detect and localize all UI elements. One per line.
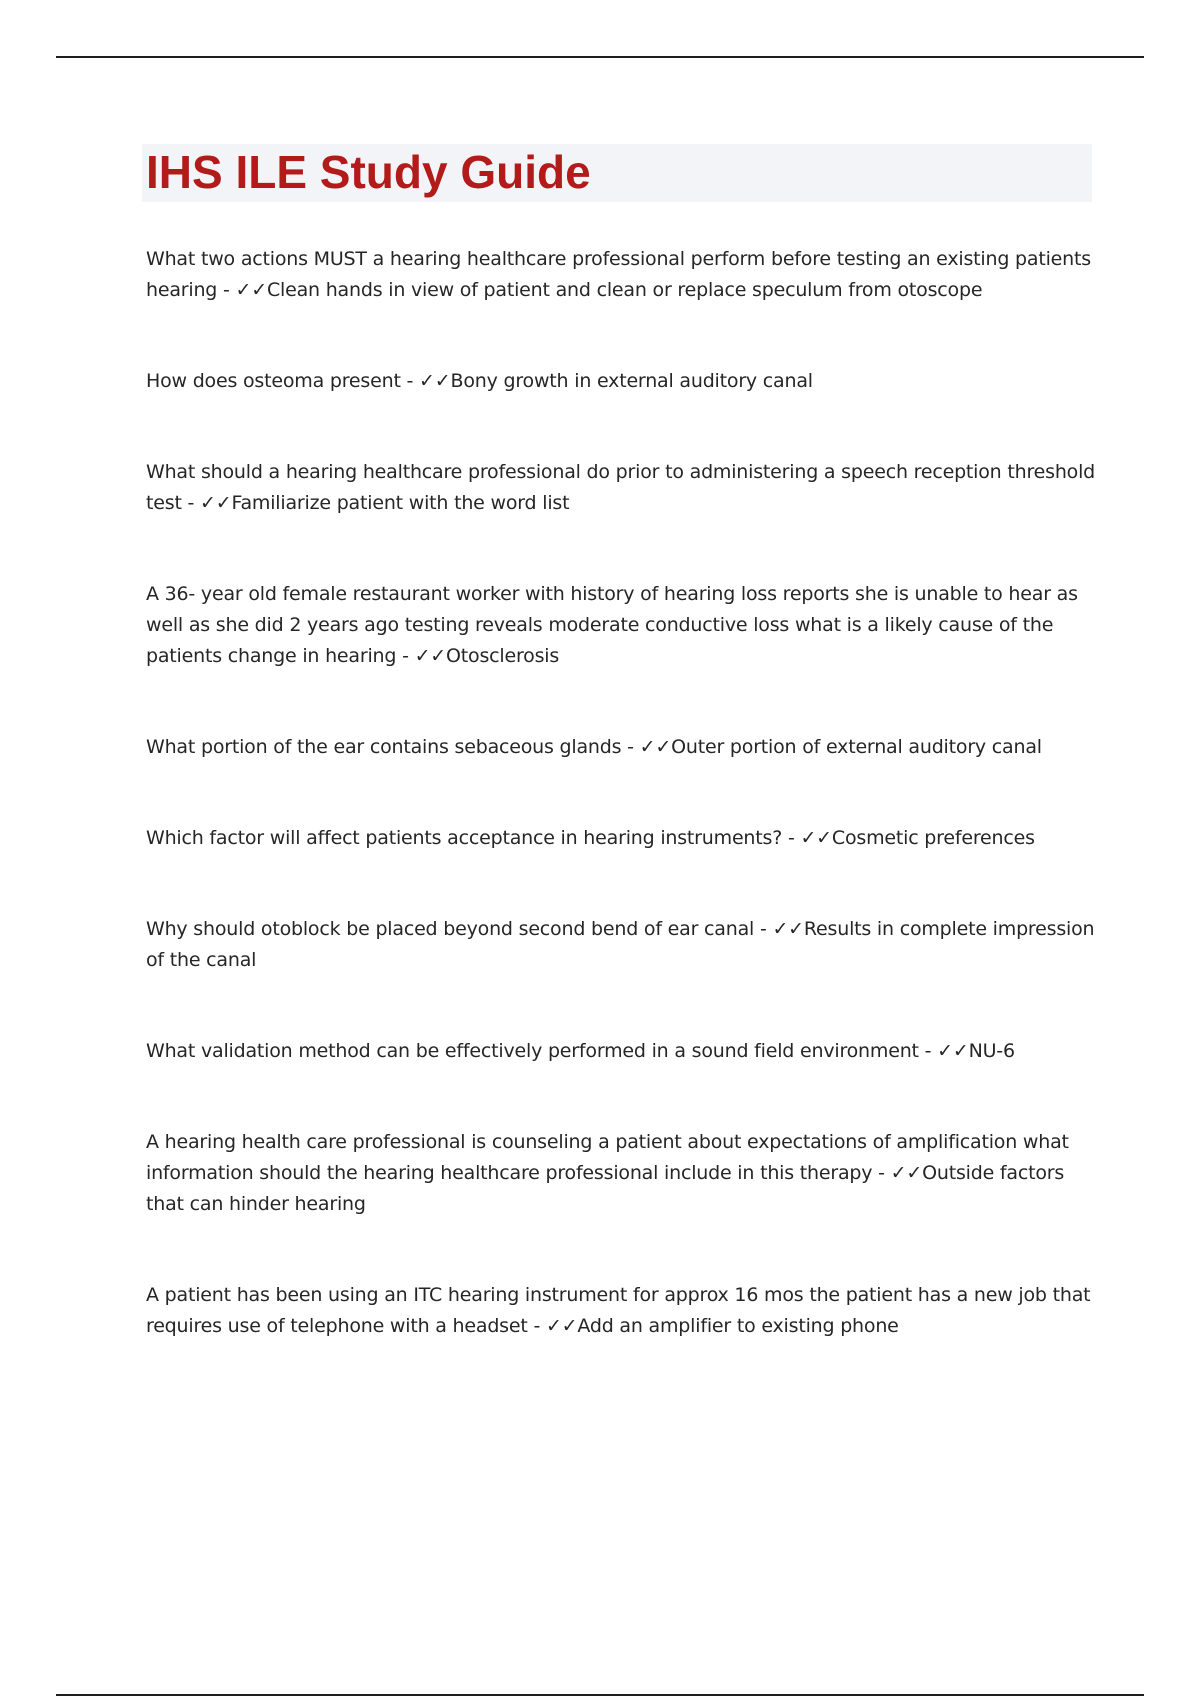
answer-text: Outer portion of external auditory canal — [671, 736, 1042, 758]
answer-text: NU-6 — [968, 1040, 1015, 1062]
qa-item — [146, 1036, 1101, 1067]
answer-text: Add an amplifier to existing phone — [577, 1315, 899, 1337]
document-title: IHS ILE Study Guide — [146, 146, 591, 198]
answer-checkmark-separator: - ✓✓ — [754, 918, 804, 940]
answer-checkmark-separator: - ✓✓ — [872, 1162, 923, 1184]
qa-item — [146, 823, 1101, 854]
question-text: A patient has been using an ITC hearing instrument for approx 16 mos the patient has a new job that requires use of telephone with a headset — [146, 1284, 1091, 1337]
answer-checkmark-separator: - ✓✓ — [782, 827, 832, 849]
qa-item — [146, 579, 1101, 672]
answer-checkmark-separator: - ✓✓ — [396, 645, 447, 667]
answer-checkmark-separator: - ✓✓ — [181, 492, 232, 514]
top-divider — [56, 56, 1144, 58]
answer-text: Outside factors that can hinder hearing — [146, 1162, 1065, 1215]
qa-item — [146, 1127, 1101, 1220]
question-text: A hearing health care professional is counseling a patient about expectations of amplification what information should the hearing healthcare professional include in this therapy — [146, 1131, 1069, 1184]
question-text: What two actions MUST a hearing healthcare professional perform before testing an existing patients hearing — [146, 248, 1091, 301]
qa-item — [146, 1280, 1101, 1342]
answer-checkmark-separator: - ✓✓ — [527, 1315, 578, 1337]
answer-text: Familiarize patient with the word list — [231, 492, 570, 514]
question-text: What portion of the ear contains sebaceous glands — [146, 736, 622, 758]
answer-checkmark-separator: - ✓✓ — [400, 370, 451, 392]
answer-text: Results in complete impression of the canal — [146, 918, 1095, 971]
qa-item — [146, 732, 1101, 763]
answer-text: Cosmetic preferences — [831, 827, 1035, 849]
qa-item — [146, 457, 1101, 519]
answer-text: Clean hands in view of patient and clean or replace speculum from otoscope — [266, 279, 983, 301]
answer-text: Otosclerosis — [446, 645, 560, 667]
qa-item — [146, 914, 1101, 976]
answer-checkmark-separator: - ✓✓ — [621, 736, 672, 758]
question-text: Why should otoblock be placed beyond second bend of ear canal — [146, 918, 755, 940]
answer-checkmark-separator: - ✓✓ — [918, 1040, 969, 1062]
question-text: How does osteoma present — [146, 370, 401, 392]
qa-item — [146, 366, 1101, 397]
answer-checkmark-separator: - ✓✓ — [217, 279, 267, 301]
bottom-divider — [56, 1694, 1144, 1696]
question-text: A 36- year old female restaurant worker with history of hearing loss reports she is unable to hear as well as she did 2 years ago testing reveals moderate conductive loss what is a likely cause of the patients change in hearing — [146, 583, 1078, 667]
qa-item — [146, 244, 1101, 306]
question-text: What validation method can be effectively performed in a sound field environment — [146, 1040, 919, 1062]
question-text: Which factor will affect patients acceptance in hearing instruments? — [146, 827, 783, 849]
question-text: What should a hearing healthcare professional do prior to administering a speech reception threshold test — [146, 461, 1096, 514]
answer-text: Bony growth in external auditory canal — [450, 370, 813, 392]
question-answer-list — [146, 244, 1101, 1342]
